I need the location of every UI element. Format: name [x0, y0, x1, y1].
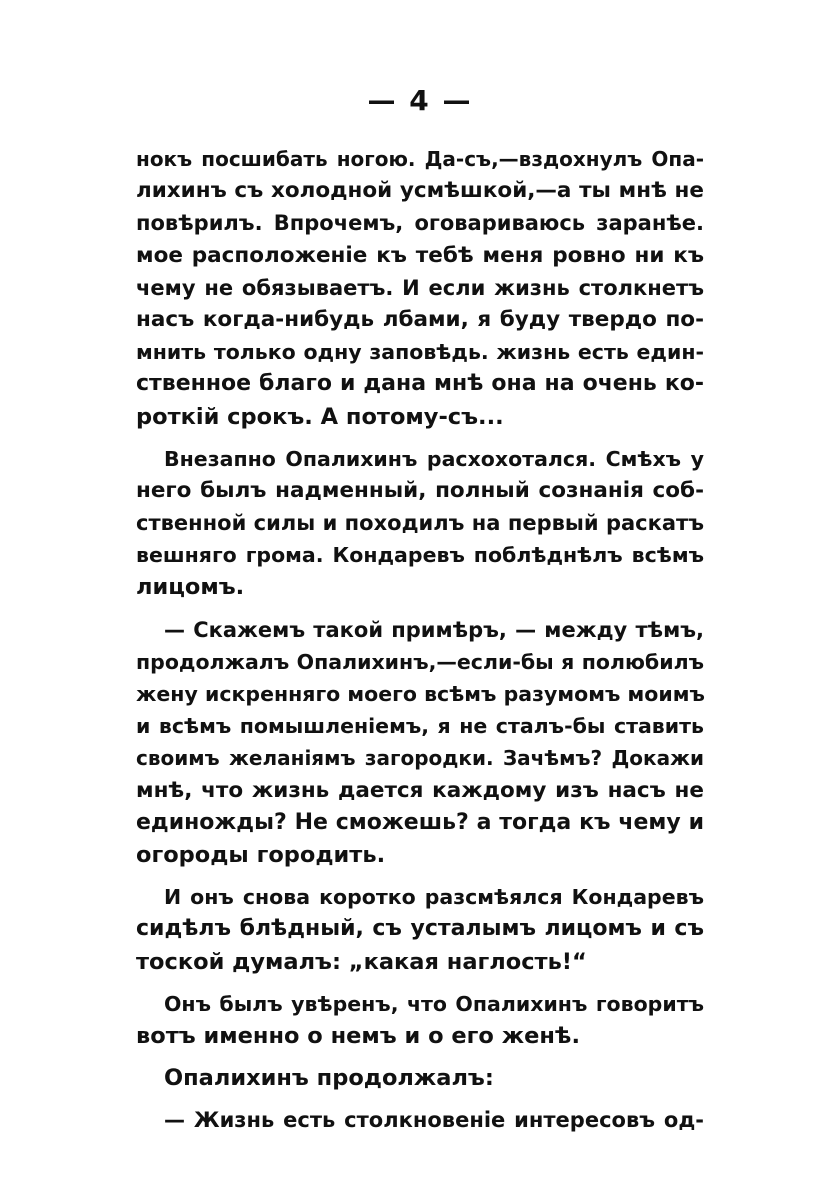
text-line: вотъ именно о немъ и о его женѣ.	[136, 1022, 581, 1049]
text-line: — Жизнь есть столкновенie интересовъ од-	[164, 1108, 704, 1133]
text-line: — Скажемъ такой примѣръ, — между тѣмъ,	[164, 617, 704, 642]
text-line: Внезапно Опалихинъ расхохотался. Смѣхъ у	[164, 446, 704, 471]
text-line: лицомъ.	[136, 574, 245, 601]
text-line: единожды? Не сможешь? а тогда къ чему и	[136, 809, 704, 835]
text-line: огороды городить.	[136, 841, 386, 868]
text-line: мое расположенie къ тебѣ меня ровно ни къ	[136, 242, 704, 268]
text-line: тоской думалъ: „какая наглость!“	[136, 948, 587, 975]
text-line: продолжалъ Опалихинъ,—если-бы я полюбилъ	[136, 649, 704, 674]
text-line: повѣрилъ. Впрочемъ, оговариваюсь заранѣе.	[136, 211, 704, 236]
page-number: — 4 —	[367, 84, 473, 117]
text-line: и всѣмъ помышленiемъ, я не сталъ-бы ставить	[136, 714, 704, 739]
text-line: сидѣлъ блѣдный, съ усталымъ лицомъ и съ	[136, 916, 704, 942]
text-line: Онъ былъ увѣренъ, что Опалихинъ говоритъ	[164, 991, 704, 1016]
text-line: жену искренняго моего всѣмъ разумомъ моимъ	[136, 682, 705, 706]
text-line: И онъ снова коротко разсмѣялся Кондаревъ	[164, 885, 704, 910]
text-line: чему не обязываетъ. И если жизнь столкнетъ	[136, 275, 704, 300]
text-line: нокъ посшибать ногою. Да-съ,—вздохнулъ Опа-	[136, 147, 704, 171]
text-line: своимъ желанiямъ загородки. Зачѣмъ? Докажи	[136, 746, 704, 771]
text-line: ственное благо и дана мнѣ она на очень ко-	[136, 371, 704, 397]
text-line: мнѣ, что жизнь дается каждому изъ насъ не	[136, 777, 704, 803]
text-line: него былъ надменный, полный сознанiя соб-	[136, 477, 704, 503]
text-line: роткiй срокъ. А потому-съ...	[136, 403, 504, 430]
body-text	[136, 143, 704, 1136]
text-line: лихинъ съ холодной усмѣшкой,—а ты мнѣ не	[136, 178, 704, 204]
text-line: вешняго грома. Кондаревъ поблѣднѣлъ всѣмъ	[136, 543, 704, 568]
text-line: Опалихинъ продолжалъ:	[164, 1065, 494, 1092]
text-line: мнить только одну заповѣдь. жизнь есть един-	[136, 340, 704, 365]
text-line: ственной силы и походилъ на первый раскатъ	[136, 511, 704, 536]
text-line: насъ когда-нибудь лбами, я буду твердо по-	[136, 306, 704, 332]
